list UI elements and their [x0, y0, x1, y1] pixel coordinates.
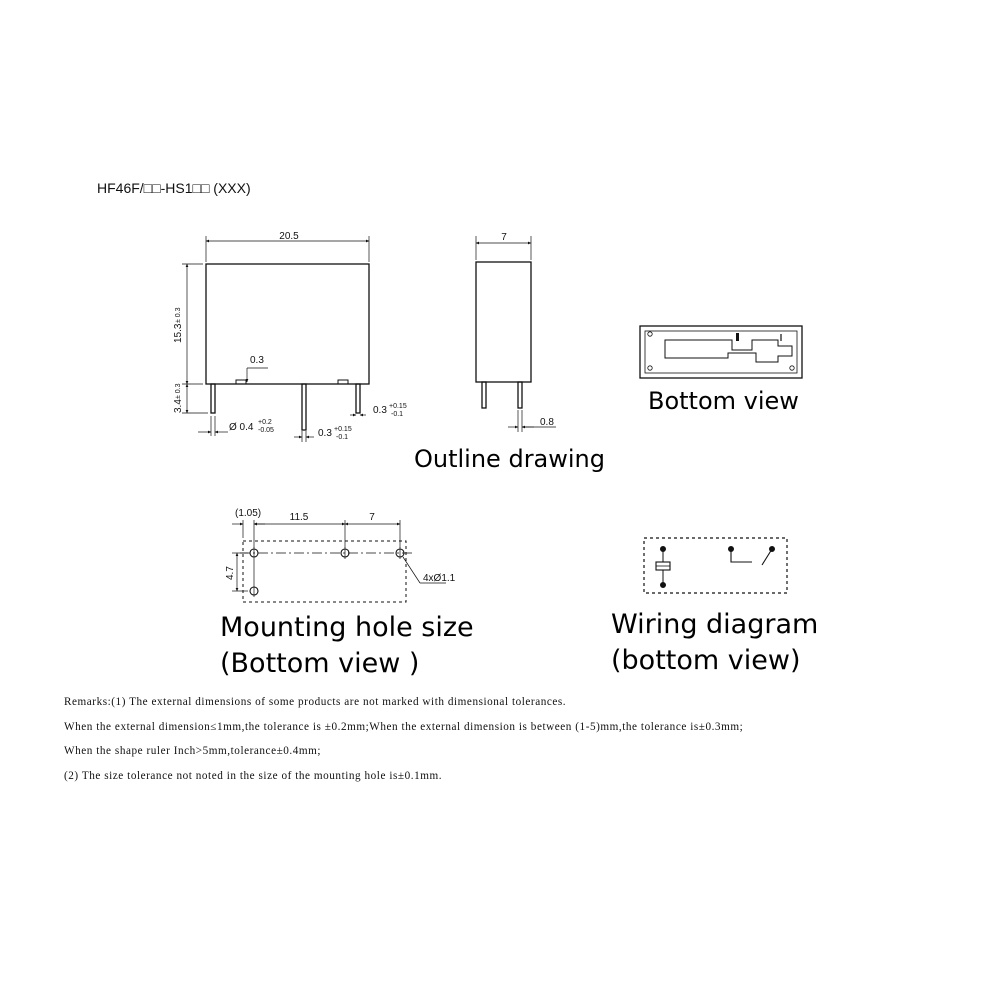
- svg-text:-0.1: -0.1: [391, 411, 404, 418]
- model-label: HF46F/□□-HS1□□ (XXX): [97, 180, 251, 196]
- wiring-caption-line2: (bottom view): [611, 645, 801, 676]
- wiring-diagram-drawing: [644, 538, 787, 593]
- pin-offset-b-dim-label: [318, 426, 352, 441]
- mounting-caption-line1: Mounting hole size: [220, 612, 474, 643]
- remarks-line-4: (2) The size tolerance not noted in the size of the mounting hole is±0.1mm.: [64, 769, 443, 782]
- outline-drawing-caption: Outline drawing: [414, 445, 606, 473]
- remarks-line-3: When the shape ruler Inch>5mm,tolerance±0.4mm;: [64, 745, 322, 758]
- svg-text:15.3: 15.3: [173, 323, 184, 343]
- spacing-b-dim-label: 7: [369, 512, 375, 523]
- contact-switch: [762, 549, 772, 565]
- mounting-outline: [243, 541, 406, 602]
- svg-text:± 0.3: ± 0.3: [175, 307, 182, 323]
- side-pin-left: [482, 382, 486, 408]
- bottom-view-channel: [665, 340, 792, 362]
- svg-text:4.7: 4.7: [225, 566, 236, 580]
- contact-arm: [731, 549, 752, 562]
- width-dim-label: 20.5: [279, 231, 299, 242]
- remarks-block: [64, 694, 994, 792]
- svg-text:0.3: 0.3: [373, 405, 387, 416]
- remarks-line-2: When the external dimension≤1mm,the tolerance is ±0.2mm;When the external dimension is between (1-5)mm,the tolerance is±0.3mm;: [64, 720, 744, 733]
- bottom-view-body: [640, 326, 802, 378]
- side-width-dim-label: 7: [501, 232, 507, 243]
- height-dim-label: [173, 307, 184, 343]
- relay-body-front: [206, 264, 369, 384]
- bottom-view-pin-2: [648, 366, 652, 370]
- wiring-caption-line1: Wiring diagram: [611, 609, 819, 640]
- hole-dim-label: 4xØ1.1: [423, 573, 456, 584]
- svg-text:-0.1: -0.1: [336, 434, 349, 441]
- remarks-line-1: Remarks:(1) The external dimensions of some products are not marked with dimensional tolerances.: [64, 696, 567, 708]
- svg-text:3.4: 3.4: [173, 399, 184, 413]
- front-pin-1: [211, 384, 215, 413]
- svg-text:+0.15: +0.15: [389, 403, 407, 410]
- bottom-view-pin-3: [790, 366, 794, 370]
- offset-dim-label: (1.05): [235, 508, 262, 519]
- notch-dim-label: 0.3: [250, 355, 264, 366]
- mounting-hole-drawing: [232, 520, 446, 602]
- spacing-a-dim-label: 11.5: [289, 512, 309, 523]
- mounting-height-dim-label: [225, 566, 236, 580]
- bottom-view-caption: Bottom view: [648, 387, 799, 415]
- pin-length-dim-label: [173, 383, 184, 413]
- side-outline-view: [476, 236, 556, 432]
- front-outline-view: [182, 236, 369, 442]
- svg-text:Ø 0.4: Ø 0.4: [229, 422, 254, 433]
- svg-text:0.3: 0.3: [318, 428, 332, 439]
- pin-offset-a-dim-label: [373, 403, 407, 418]
- mounting-caption-line2: (Bottom view ): [220, 648, 420, 679]
- pin-diameter-dim-label: [229, 419, 274, 434]
- front-pin-3: [356, 384, 360, 413]
- bottom-view-pin-1: [648, 332, 652, 336]
- svg-text:-0.05: -0.05: [258, 427, 274, 434]
- side-pin-right: [518, 382, 522, 408]
- svg-text:± 0.3: ± 0.3: [175, 383, 182, 399]
- side-pin-dim-label: 0.8: [540, 417, 554, 428]
- svg-text:+0.15: +0.15: [334, 426, 352, 433]
- bottom-view-drawing: [640, 326, 802, 378]
- relay-body-side: [476, 262, 531, 382]
- svg-text:+0.2: +0.2: [258, 419, 272, 426]
- front-pin-2: [302, 384, 306, 430]
